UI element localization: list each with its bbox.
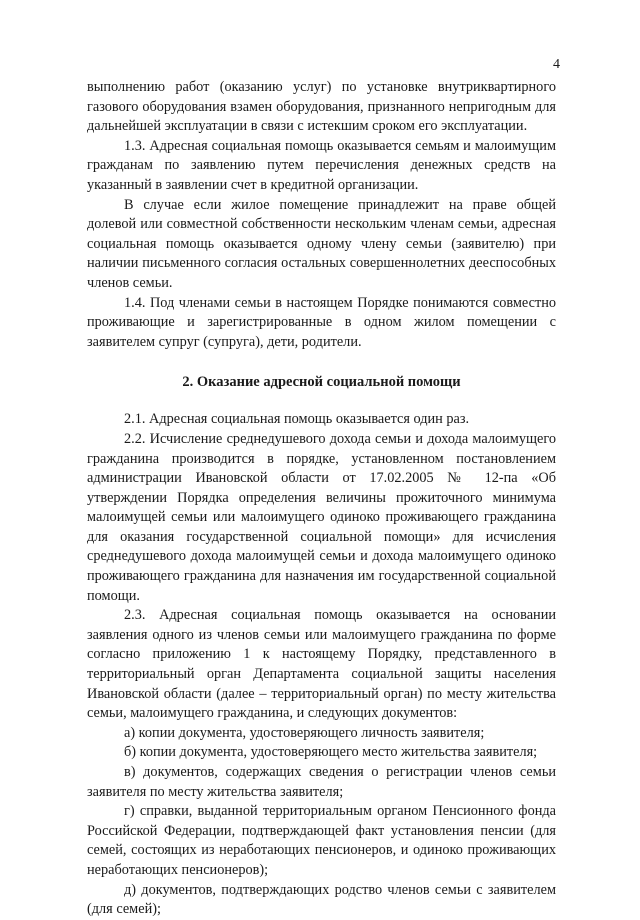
list-item-d: д) документов, подтверждающих родство членов семьи с заявителем (для семей); [87, 881, 556, 918]
paragraph-1-3: 1.3. Адресная социальная помощь оказывается семьям и малоимущим гражданам по заявлению путем перечисления денежных средств на указанный в заявлении счет в кредитной организации. [87, 137, 556, 193]
list-item-b: б) копии документа, удостоверяющего место жительства заявителя; [124, 744, 538, 761]
paragraph-shared-ownership: В случае если жилое помещение принадлежит на праве общей долевой или совместной собственности нескольким членам семьи, адресная социальная помощь оказывается одному члену семьи (заявителю) при наличии письменного согласия остальных совершеннолетних дееспособных членов семьи. [87, 196, 556, 291]
paragraph-continuation: выполнению работ (оказанию услуг) по установке внутриквартирного газового оборудования взамен оборудования, признанного непригодным для дальнейшей эксплуатации в связи с истекшим сроком его эксплуатации. [87, 79, 556, 135]
paragraph-1-4: 1.4. Под членами семьи в настоящем Порядке понимаются совместно проживающие и зарегистрированные в одном жилом помещении с заявителем супруг (супруга), дети, родители. [87, 294, 556, 350]
page-number: 4 [553, 57, 560, 72]
paragraph-2-2: 2.2. Исчисление среднедушевого дохода семьи и дохода малоимущего гражданина производится в порядке, установленном постановлением администрации Ивановской области от 17.02.2005 № 12-па «Об утверждении Порядка определения величины прожиточного минимума малоимущей семьи или малоимущего одиноко проживающего гражданина для оказания государственной социальной помощи» для исчисления среднедушевого дохода малоимущей семьи и дохода малоимущего одиноко проживающего гражданина для назначения им государственной социальной помощи. [87, 430, 556, 604]
list-item-g: г) справки, выданной территориальным органом Пенсионного фонда Российской Федерации, подтверждающей факт установления пенсии (для семей, состоящих из неработающих пенсионеров, и одиноко проживающих неработающих пенсионеров); [87, 803, 556, 878]
list-item-a: а) копии документа, удостоверяющего личность заявителя; [124, 724, 485, 741]
section-heading: 2. Оказание адресной социальной помощи [182, 374, 461, 391]
paragraph-2-3: 2.3. Адресная социальная помощь оказывается на основании заявления одного из членов семьи или малоимущего гражданина по форме согласно приложению 1 к настоящему Порядку, представленного в территориальный орган Департамента социальной защиты населения Ивановской области (далее – территориальный орган) по месту жительства семьи, малоимущего гражданина, и следующих документов: [87, 607, 556, 722]
document-body [87, 78, 556, 920]
paragraph-2-1: 2.1. Адресная социальная помощь оказывается один раз. [124, 411, 470, 428]
list-item-v: в) документов, содержащих сведения о регистрации членов семьи заявителя по месту жительства заявителя; [87, 764, 556, 800]
